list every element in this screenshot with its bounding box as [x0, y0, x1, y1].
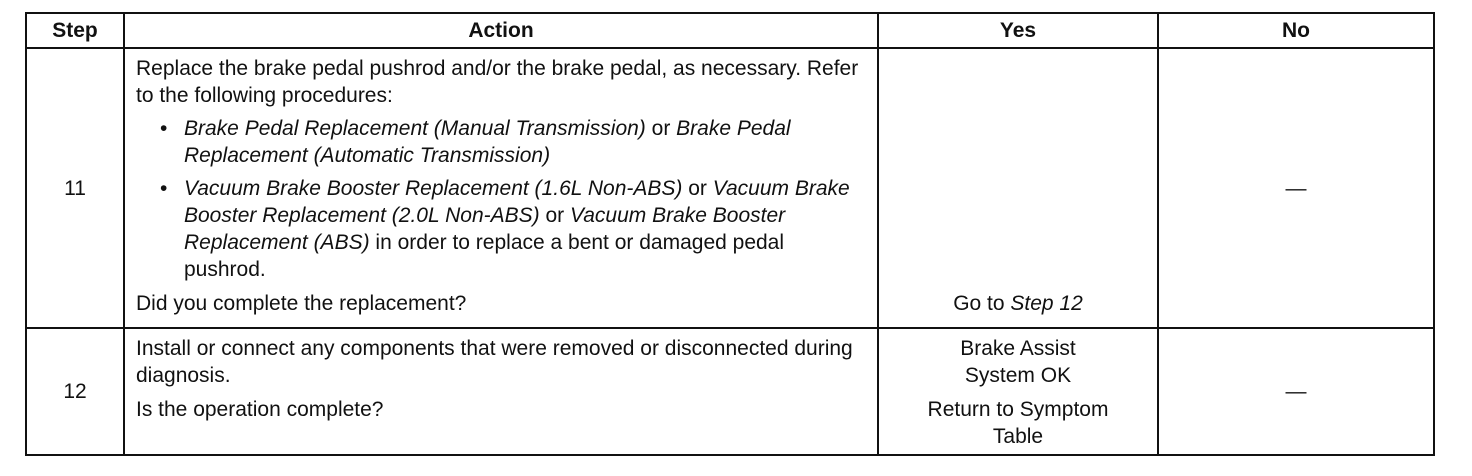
- yes-step-link[interactable]: Step 12: [1010, 292, 1083, 315]
- yes-result: [885, 290, 1151, 317]
- diagnostic-table-container: [25, 12, 1433, 456]
- header-action: Action: [124, 13, 878, 48]
- procedure-link[interactable]: Brake Pedal Replacement (Manual Transmission): [184, 117, 646, 140]
- no-cell: [1158, 48, 1434, 328]
- procedure-link[interactable]: Vacuum Brake Booster Replacement (ABS): [184, 204, 786, 254]
- action-question: Is the operation complete?: [136, 398, 384, 421]
- table-header-row: [26, 13, 1434, 48]
- procedure-item: [136, 175, 867, 283]
- action-question: Did you complete the replacement?: [136, 292, 467, 315]
- procedure-tail: in order to replace a bent or damaged pedal pushrod.: [184, 231, 785, 281]
- header-step: Step: [26, 13, 124, 48]
- action-intro: Replace the brake pedal pushrod and/or the brake pedal, as necessary. Refer to the following procedures:: [136, 57, 859, 107]
- action-cell: [124, 328, 878, 455]
- no-result-dash: —: [1285, 176, 1307, 200]
- yes-cell: [878, 328, 1158, 455]
- yes-result-return[interactable]: Return to Symptom Table: [927, 398, 1109, 448]
- action-cell: [124, 48, 878, 328]
- step-number: 11: [26, 48, 124, 328]
- diagnostic-table: [25, 12, 1435, 456]
- no-result-dash: —: [1285, 380, 1307, 403]
- procedure-link[interactable]: Brake Pedal Replacement (Automatic Transmission): [184, 117, 791, 167]
- action-intro: Install or connect any components that were removed or disconnected during diagnosis.: [136, 337, 853, 387]
- procedure-item: [136, 115, 867, 169]
- yes-result-status: Brake Assist System OK: [960, 337, 1076, 387]
- table-row-step-12: [26, 328, 1434, 455]
- bullet-icon: •: [160, 177, 168, 200]
- yes-cell: [878, 48, 1158, 328]
- procedure-joiner: or: [682, 177, 713, 200]
- step-number: 12: [26, 328, 124, 455]
- procedure-link[interactable]: Vacuum Brake Booster Replacement (2.0L Non-ABS): [184, 177, 850, 227]
- table-row-step-11: [26, 48, 1434, 328]
- bullet-icon: •: [160, 117, 168, 140]
- procedure-link[interactable]: Vacuum Brake Booster Replacement (1.6L Non-ABS): [184, 177, 683, 200]
- header-no: No: [1158, 13, 1434, 48]
- header-yes: Yes: [878, 13, 1158, 48]
- procedure-joiner: or: [539, 204, 570, 227]
- procedure-list: [136, 115, 867, 283]
- no-cell: [1158, 328, 1434, 455]
- procedure-joiner: or: [645, 117, 677, 140]
- yes-prefix: Go to: [953, 292, 1011, 315]
